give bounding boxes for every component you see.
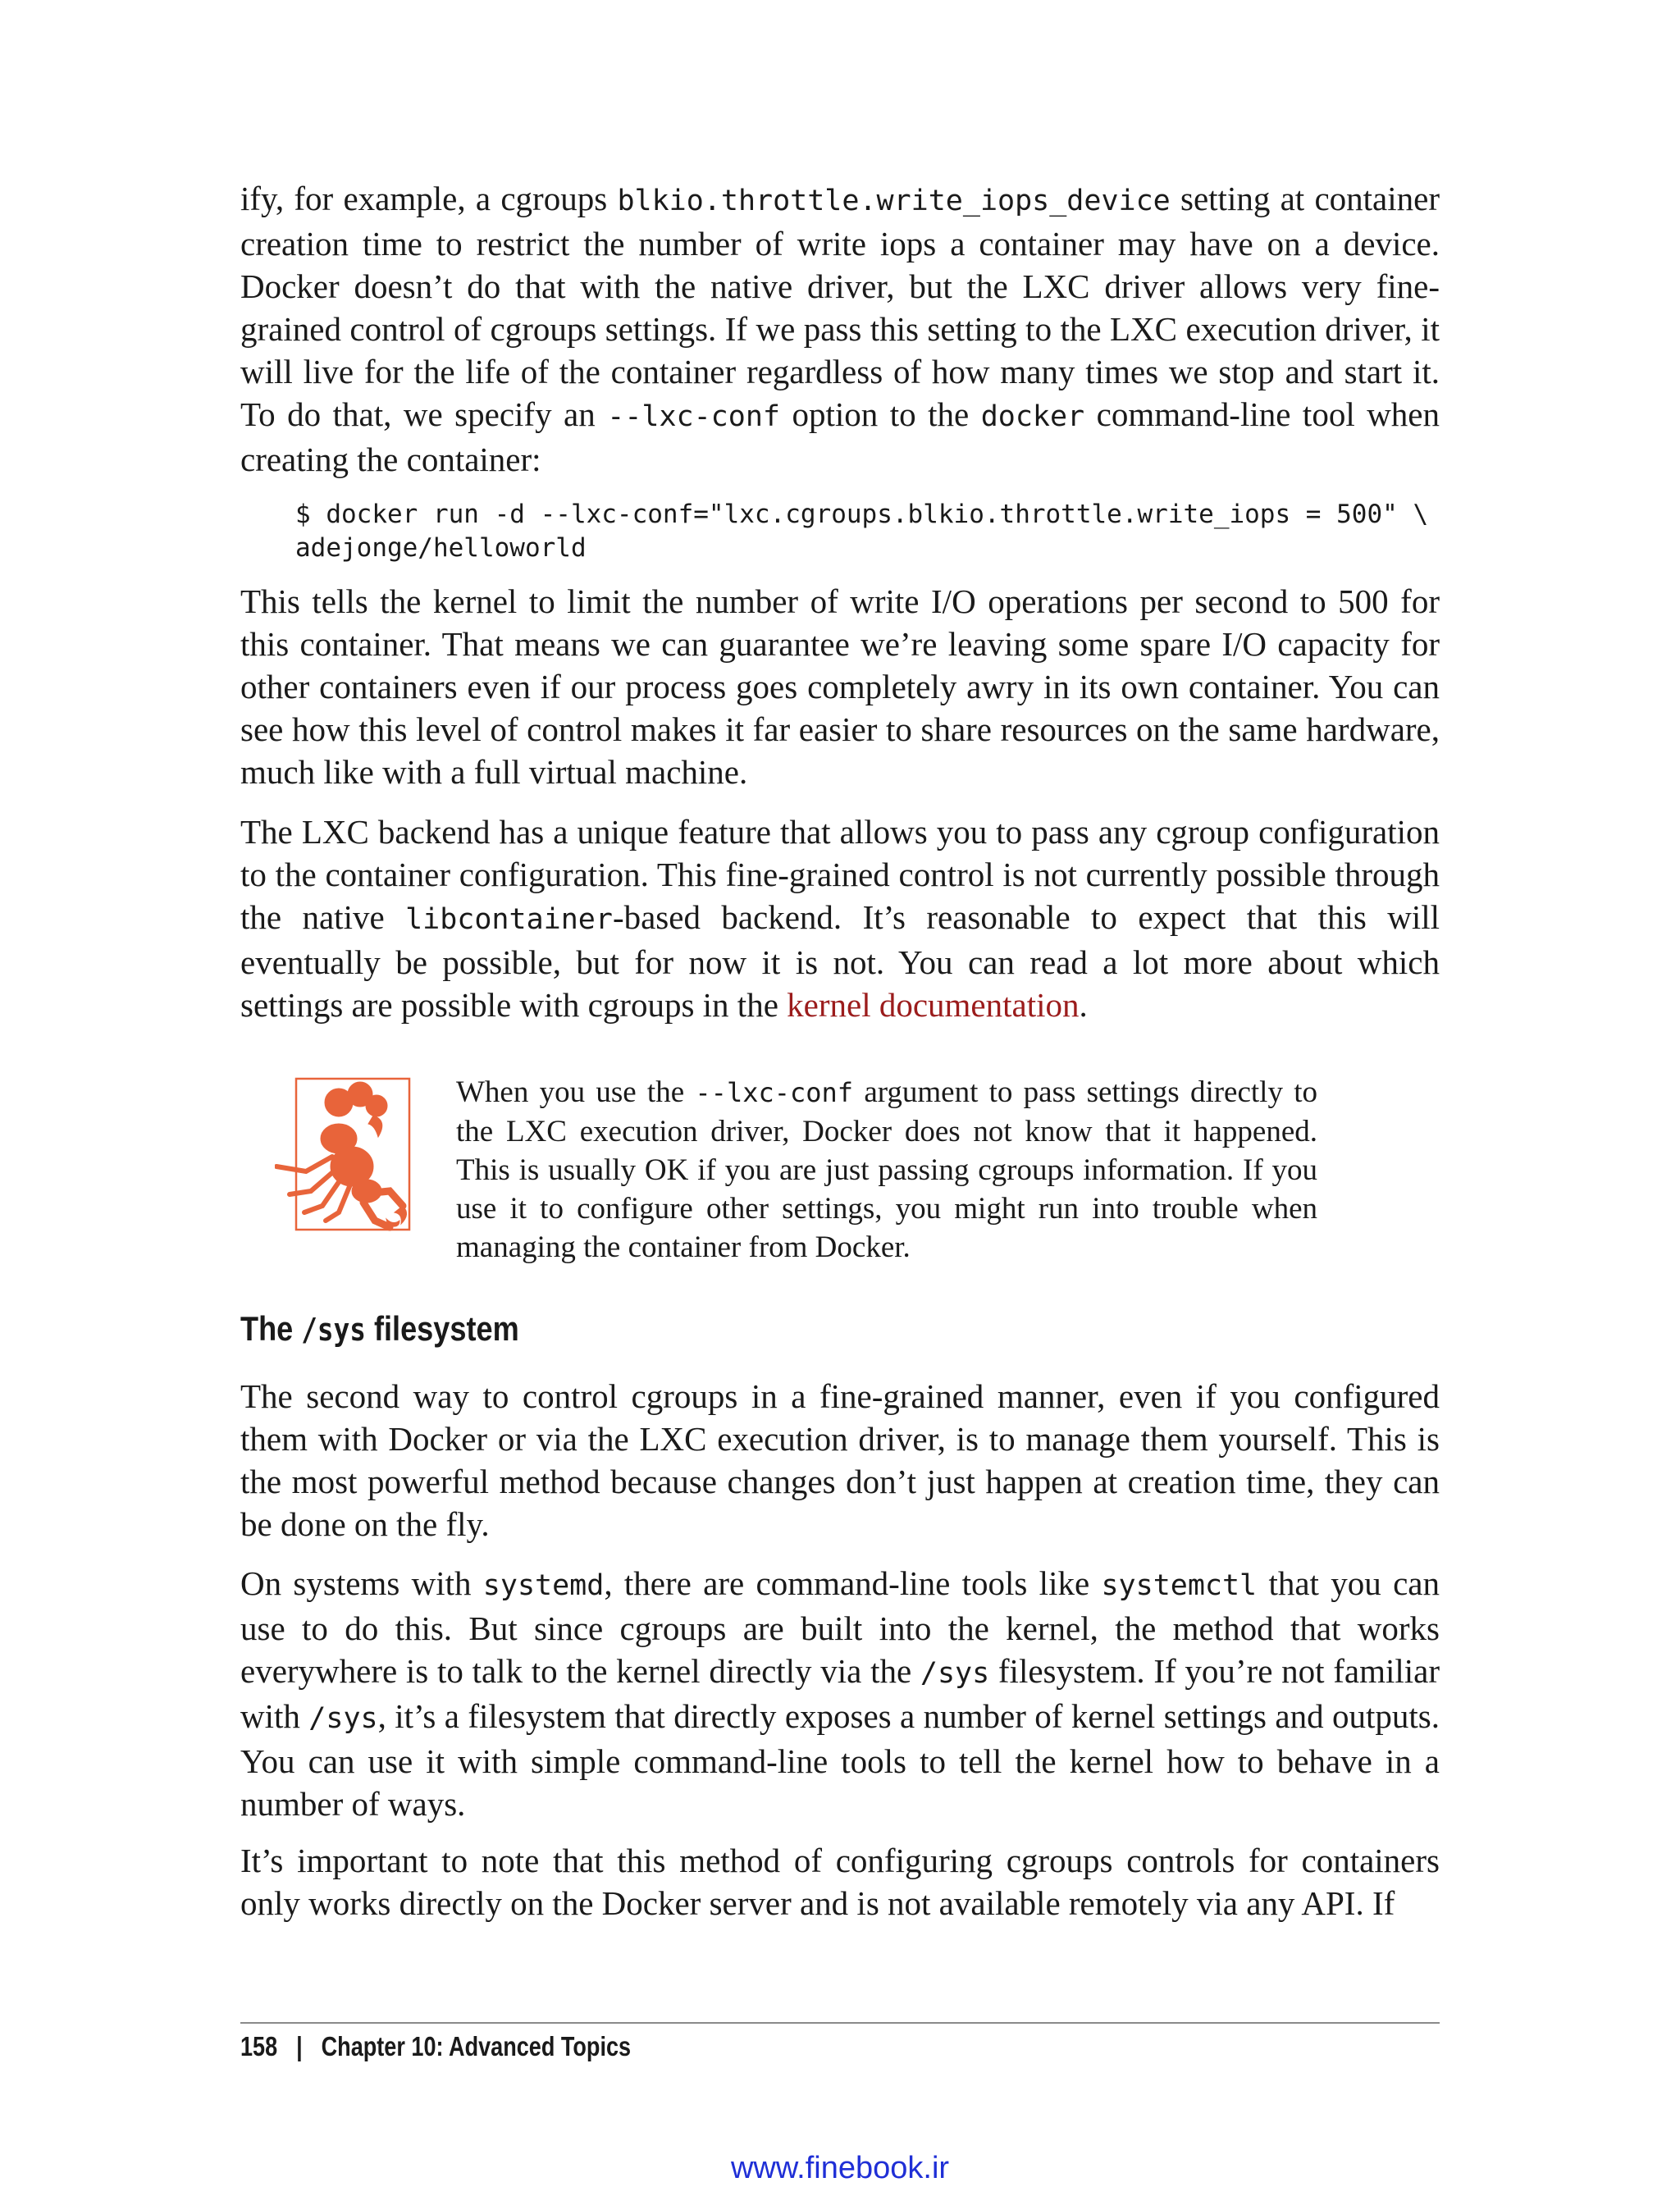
p1-text-4: command-line tool when creating the container: [240, 395, 1440, 478]
p5-text-5: , it’s a filesystem that directly exposes a number of kernel settings and outputs. You can use it with simple command-line tools to tell the kernel how to behave in a number of ways. [240, 1697, 1440, 1823]
p1-code-blkio: blkio.throttle.write_iops_device [617, 185, 1171, 217]
code-line-1: $ docker run -d --lxc-conf="lxc.cgroups.blkio.throttle.write_iops = 500" \ [295, 500, 1429, 529]
p6-text: It’s important to note that this method of configuring cgroups controls for containers only works directly on the Docker server and is not available remotely via any API. If [240, 1842, 1440, 1922]
p4-text: The second way to control cgroups in a fine-grained manner, even if you configured them with Docker or via the LXC execution driver, is to manage them yourself. This is the most powerful method because changes don’t just happen at creation time, they can be done on the fly. [240, 1377, 1440, 1543]
warning-text-1: When you use the [456, 1075, 696, 1109]
paragraph-1 [240, 177, 1440, 481]
code-line-2: adejonge/helloworld [295, 533, 587, 563]
p5-code-systemctl: systemctl [1101, 1569, 1258, 1602]
paragraph-5 [240, 1562, 1440, 1825]
paragraph-4 [240, 1375, 1440, 1545]
p1-text-2: setting at container creation time to restrict the number of write iops a container may have on a device. Docker doesn’t do that with the native driver, but the LXC driver allows very fine-grained control of cgroups settings. If we pass this setting to the LXC execution driver, it will live for the life of the container regardless of how many times we stop and start it. To do that, we specify an [240, 180, 1440, 433]
chapter-title: Chapter 10: Advanced Topics [321, 2031, 632, 2061]
p5-code-sys-1: /sys [920, 1657, 990, 1690]
page-number: 158 [240, 2031, 278, 2061]
p3-text-1: The LXC backend has a unique feature that allows you to pass any cgroup configuration to the container configuration. This fine-grained control is not currently possible through the native [240, 813, 1440, 936]
scorpion-icon [275, 1075, 414, 1235]
p1-text-1: ify, for example, a cgroups [240, 180, 618, 217]
p2-text: This tells the kernel to limit the number of write I/O operations per second to 500 for this container. That means we can guarantee we’re leaving some spare I/O capacity for other containers even if our process goes completely awry in its own container. You can see how this level of control makes it far easier to share resources on the same hardware, much like with a full virtual machine. [240, 582, 1440, 791]
p5-code-sys-2: /sys [308, 1702, 378, 1735]
paragraph-6 [240, 1839, 1440, 1924]
page-footer [240, 2031, 631, 2062]
warning-icon-box [275, 1075, 414, 1235]
warning-text-2: argument to pass settings directly to the LXC execution driver, Docker does not know that it happened. This is usually OK if you are just passing cgroups information. If you use it to configure other settings, you might run into trouble when managing the container from Docker. [456, 1075, 1318, 1264]
watermark-url[interactable]: www.finebook.ir [730, 2151, 950, 2185]
code-block [295, 498, 1428, 565]
p1-code-docker: docker [980, 400, 1085, 433]
p5-text-3: that you can use to do this. But since cgroups are built into the kernel, the method that works everywhere is to talk to the kernel directly via the [240, 1564, 1440, 1690]
p5-text-2: , there are command-line tools like [604, 1564, 1102, 1602]
heading-text-2: filesystem [365, 1309, 519, 1348]
p1-code-lxc-conf: --lxc-conf [607, 400, 780, 433]
warning-text [456, 1073, 1317, 1267]
paragraph-3 [240, 810, 1440, 1026]
p5-text-1: On systems with [240, 1564, 483, 1602]
p5-code-systemd: systemd [482, 1569, 605, 1602]
kernel-documentation-link[interactable]: kernel documentation [787, 986, 1080, 1024]
section-heading [240, 1309, 1440, 1349]
paragraph-2 [240, 580, 1440, 793]
footer-rule [240, 2022, 1440, 2024]
p3-code-libcontainer: libcontainer [405, 903, 613, 936]
warning-code-lxc-conf: --lxc-conf [695, 1077, 854, 1108]
p5-text-4: filesystem. If you’re not familiar with [240, 1652, 1440, 1735]
heading-code-sys: /sys [301, 1312, 366, 1348]
footer-separator: | [296, 2031, 303, 2061]
p3-text-3: . [1079, 986, 1088, 1024]
p3-text-2: -based backend. It’s reasonable to expect that this will eventually be possible, but for now it is not. You can read a lot more about which settings are possible with cgroups in the [240, 898, 1440, 1024]
p1-text-3: option to the [779, 395, 981, 433]
heading-text-1: The [240, 1309, 302, 1348]
